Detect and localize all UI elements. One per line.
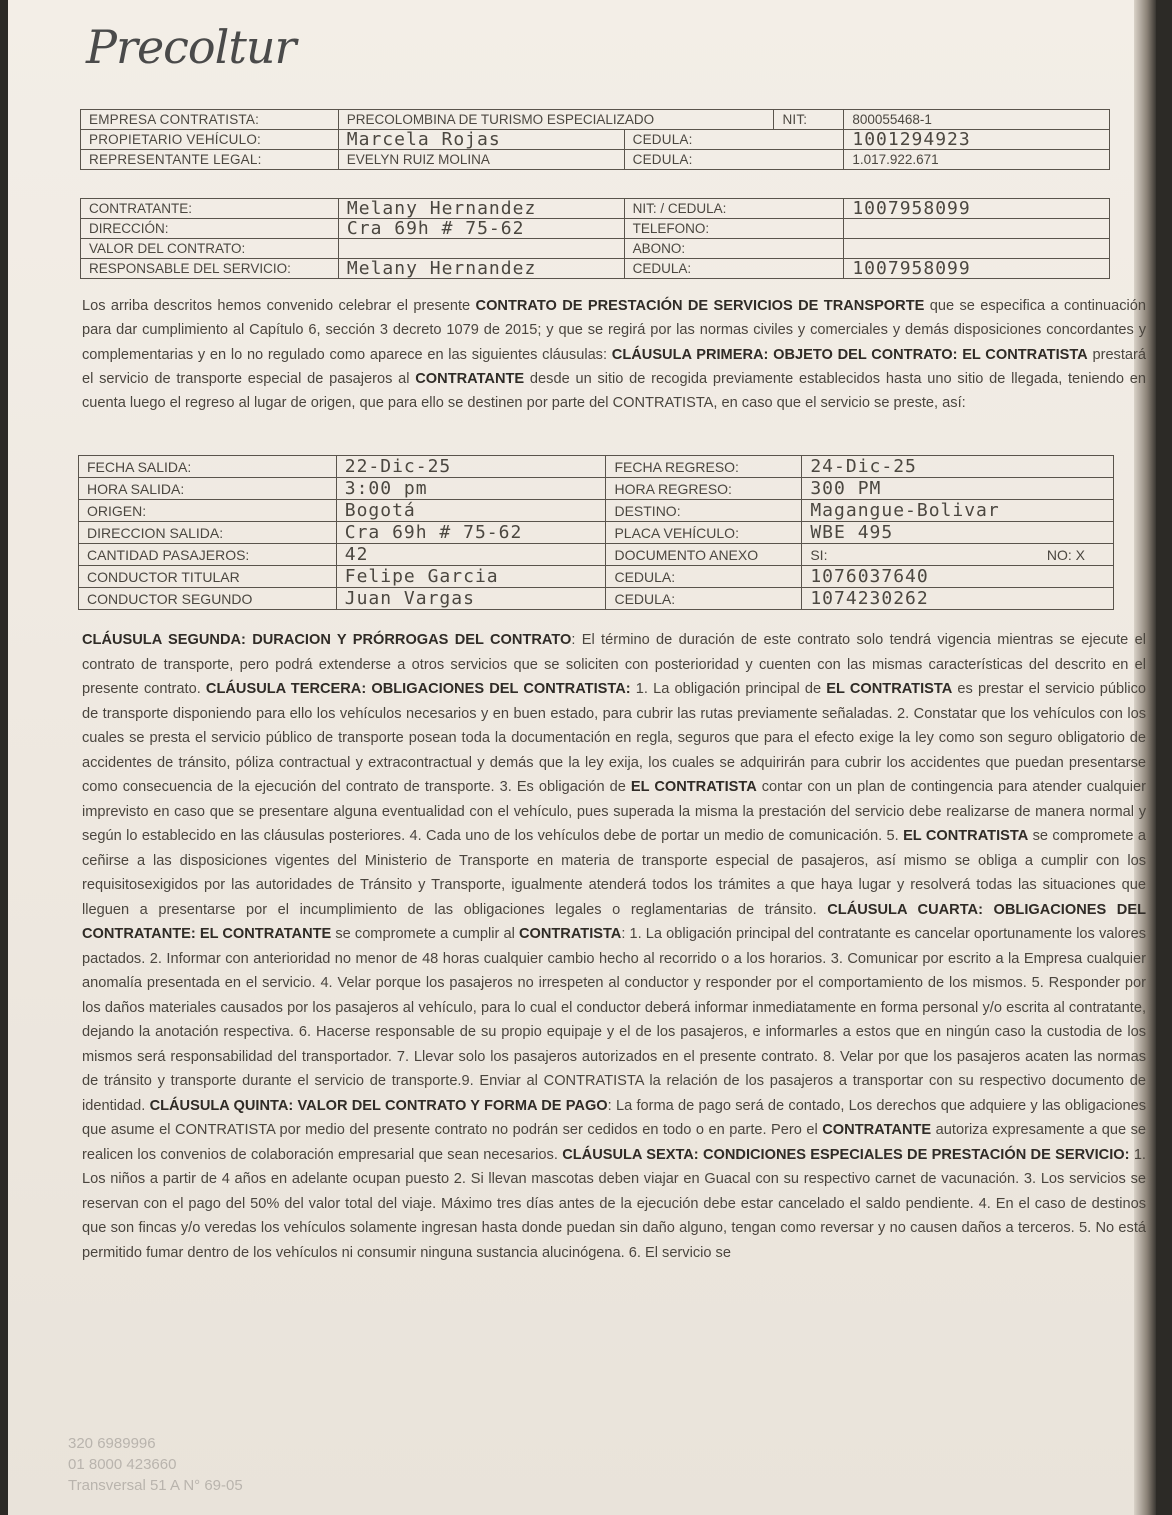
clause-text: : El término de duración de este contrato solo tendrá vigencia mientras se ejecute el contrato de transporte, pero podrá extenderse a otros servicios que se soliciten con posterioridad y cuenten con las mismas características del descrito en el presente contrato. [82, 632, 1146, 697]
intro-text: Los arriba descritos hemos convenido celebrar el presente [82, 298, 476, 314]
owner-id-value: 1001294923 [844, 130, 1110, 150]
departure-date-label: FECHA SALIDA: [79, 456, 337, 478]
driver2-label: CONDUCTOR SEGUNDO [79, 588, 337, 610]
return-time-value: 300 PM [802, 478, 1114, 500]
return-date-value: 24-Dic-25 [802, 456, 1114, 478]
clause-heading: CLÁUSULA SEXTA: CONDICIONES ESPECIALES DE PRESTACIÓN DE SERVICIO: [562, 1146, 1130, 1163]
contract-title: CONTRATO DE PRESTACIÓN DE SERVICIOS DE TRANSPORTE [475, 298, 925, 314]
footer-phone: 01 8000 423660 [68, 1456, 177, 1473]
contract-value-label: VALOR DEL CONTRATO: [81, 239, 339, 259]
table-row [81, 199, 1110, 219]
plate-label: PLACA VEHÍCULO: [606, 522, 802, 544]
table-row [81, 239, 1110, 259]
driver1-id-label: CEDULA: [606, 566, 802, 588]
responsible-label: RESPONSABLE DEL SERVICIO: [81, 259, 339, 279]
clause-text: se compromete a ceñirse a las disposiciones vigentes del Ministerio de Transporte en materia de transporte especial de pasajeros, así mismo se obliga a cumplir con los requisitosexigidos por las autoridades de Tránsito y Transporte, igualmente atenderá todos los trámites a que haya lugar y resolverá todas las situaciones que lleguen a presentarse por el incumplimiento de las obligaciones legales o reglamentarias de tránsito. [82, 828, 1146, 918]
clause-heading: EL CONTRATISTA [630, 779, 757, 795]
clause-text: 1. La obligación principal de [630, 681, 827, 697]
deposit-label: ABONO: [624, 239, 844, 259]
return-time-label: HORA REGRESO: [606, 478, 802, 500]
clause-text: contar con un plan de contingencia para atender cualquier imprevisto en caso que se presentare alguna eventualidad con el vehículo, pues superada la misma la prestación del servicio debe realizarse de manera normal y según lo establecido en las cláusulas posteriores. 4. Cada uno de los vehículos debe de portar un medio de comunicación. 5. [82, 779, 1147, 844]
phone-value [844, 219, 1110, 239]
client-id-value: 1007958099 [844, 199, 1110, 219]
contract-value [338, 239, 624, 259]
legal-rep-id-value: 1.017.922.671 [844, 150, 1110, 170]
driver2-value: Juan Vargas [336, 588, 606, 610]
clause-heading: CLÁUSULA CUARTA: OBLIGACIONES DEL CONTRATANTE: EL CONTRATANTE [82, 901, 1146, 942]
table-row [79, 544, 1114, 566]
destination-value: Magangue-Bolivar [802, 500, 1114, 522]
clause-text: 1. Los niños a partir de 4 años en adelante ocupan puesto 2. Si llevan mascotas deben viajar en Guacal con su respectivo carnet de vacunación. 3. Los servicios se reservan con el pago del 50% del valor total del viaje. Máximo tres días antes de la ejecución debe estar cancelado el saldo pendiente. 4. En el caso de destinos que son fincas y/o veredas los vehículos solamente ingresan hasta donde puedan sin daño alguno, tengan como reversar y no causen daños a terceros. 5. No está permitido fumar dentro de los vehículos ni consumir ninguna sustancia alucinógena. 6. El servicio se [82, 1146, 1146, 1261]
driver2-id-label: CEDULA: [606, 588, 802, 610]
legal-rep-value: EVELYN RUIZ MOLINA [338, 150, 624, 170]
footer-address: Transversal 51 A N° 69-05 [68, 1477, 243, 1494]
driver2-id-value: 1074230262 [802, 588, 1114, 610]
annex-no: NO: X [1046, 546, 1085, 563]
table-row [79, 478, 1114, 500]
plate-value: WBE 495 [802, 522, 1114, 544]
clause-heading: EL CONTRATISTA [903, 828, 1029, 844]
company-logo: Precoltur [86, 20, 296, 74]
annex-value [802, 544, 1114, 566]
clause-text: : La forma de pago será de contado, Los derechos que adquiere y las obligaciones que asume el CONTRATISTA por medio del presente contrato no podrán ser cedidos en todo o en parte. Pero el [82, 1097, 1146, 1138]
table-row [81, 219, 1110, 239]
intro-paragraph [82, 294, 1146, 415]
client-table [80, 198, 1110, 279]
driver1-value: Felipe Garcia [336, 566, 606, 588]
address-value: Cra 69h # 75-62 [338, 219, 624, 239]
trip-table [78, 455, 1114, 610]
destination-label: DESTINO: [606, 500, 802, 522]
table-row [81, 259, 1110, 279]
table-row [79, 588, 1114, 610]
intro-text: que se especifica a continuación para dar cumplimiento al Capítulo 6, sección 3 decreto 1079 de 2015; y que se regirá por las normas civiles y comerciales y demás disposiciones concordantes y complementarias y en lo no regulado como aparece en las siguientes cláusulas: [82, 298, 1146, 363]
clause-text: autoriza expresamente a que se realicen los convenios de colaboración empresarial que sean necesarios. [82, 1122, 1146, 1163]
clause-text: : 1. La obligación principal del contratante es cancelar oportunamente los valores pactados. 2. Informar con anterioridad no menor de 48 horas cualquier cambio hecho al recorrido o a los horarios. 3. Comunicar por escrito a la Empresa cualquier anomalía presentada en el servicio. 4. Velar porque los pasajeros no irrespeten al conductor y responder por el comportamiento de los mismos. 5. Responder por los daños materiales causados por los pasajeros al vehículo, para lo cual el conductor deberá informar inmediatamente en forma personal y/o escrita al contratante, dejando la anotación respectiva. 6. Hacerse responsable de su propio equipaje y el de los pasajeros, e informarles a estos que en ningún caso la custodia de los mismos será responsabilidad del transportador. 7. Llevar solo los pasajeros autorizados en el presente contrato. 8. Velar por que los pasajeros acaten las normas de tránsito y transporte durante el servicio de transporte.9. Enviar al CONTRATISTA la relación de los pasajeros a transportar con su respectivo documento de identidad. [82, 926, 1147, 1114]
clause-text: prestará el servicio de transporte especial de pasajeros al [82, 346, 1147, 387]
departure-date-value: 22-Dic-25 [336, 456, 606, 478]
departure-address-label: DIRECCION SALIDA: [79, 522, 337, 544]
client-value: Melany Hernandez [338, 199, 624, 219]
responsible-id-label: CEDULA: [624, 259, 844, 279]
clause-heading: EL CONTRATISTA [826, 681, 953, 697]
return-date-label: FECHA REGRESO: [606, 456, 802, 478]
clause-heading: CLÁUSULA TERCERA: OBLIGACIONES DEL CONTRATISTA: [205, 681, 631, 697]
company-label: EMPRESA CONTRATISTA: [81, 110, 339, 130]
clause-heading: CLÁUSULA PRIMERA: OBJETO DEL CONTRATO: EL CONTRATISTA [611, 346, 1088, 363]
passengers-label: CANTIDAD PASAJEROS: [79, 544, 337, 566]
clause-heading: CONTRATANTE [822, 1122, 932, 1138]
nit-value: 800055468-1 [844, 110, 1110, 130]
address-label: DIRECCIÓN: [81, 219, 339, 239]
table-row [81, 130, 1110, 150]
client-id-label: NIT: / CEDULA: [624, 199, 844, 219]
client-label: CONTRATANTE: [81, 199, 339, 219]
phone-label: TELEFONO: [624, 219, 844, 239]
passengers-value: 42 [336, 544, 606, 566]
owner-id-label: CEDULA: [624, 130, 844, 150]
clause-heading: CONTRATANTE [415, 370, 525, 387]
company-name: PRECOLOMBINA DE TURISMO ESPECIALIZADO [338, 110, 774, 130]
origin-label: ORIGEN: [79, 500, 337, 522]
clause-heading: CLÁUSULA SEGUNDA: DURACION Y PRÓRROGAS DEL CONTRATO [82, 632, 572, 648]
responsible-id-value: 1007958099 [844, 259, 1110, 279]
origin-value: Bogotá [336, 500, 606, 522]
footer [68, 1433, 243, 1496]
table-row [81, 110, 1110, 130]
owner-value: Marcela Rojas [338, 130, 624, 150]
clause-heading: CLÁUSULA QUINTA: VALOR DEL CONTRATO Y FORMA DE PAGO [149, 1097, 608, 1114]
departure-time-value: 3:00 pm [336, 478, 606, 500]
clause-text: se compromete a cumplir al [331, 926, 519, 942]
legal-rep-id-label: CEDULA: [624, 150, 844, 170]
clause-heading: CONTRATISTA [518, 926, 622, 942]
table-row [79, 456, 1114, 478]
clause-text: desde un sitio de recogida previamente establecidos hasta uno sitio de llegada, teniendo en cuenta luego el regreso al lugar de origen, que para ello se destinen por parte del CONTRATISTA, en caso que el servicio se preste, así: [82, 370, 1146, 412]
nit-label: NIT: [774, 110, 844, 130]
legal-rep-label: REPRESENTANTE LEGAL: [81, 150, 339, 170]
table-row [81, 150, 1110, 170]
clauses-paragraph [82, 628, 1146, 1265]
company-table [80, 109, 1110, 170]
footer-phone: 320 6989996 [68, 1435, 156, 1452]
annex-si: SI: [810, 546, 828, 563]
owner-label: PROPIETARIO VEHÍCULO: [81, 130, 339, 150]
annex-label: DOCUMENTO ANEXO [606, 544, 802, 566]
departure-time-label: HORA SALIDA: [79, 478, 337, 500]
responsible-value: Melany Hernandez [338, 259, 624, 279]
table-row [79, 566, 1114, 588]
clause-text: es prestar el servicio público de transporte disponiendo para ello los vehículos necesarios y en buen estado, para cubrir las rutas previamente señaladas. 2. Constatar que los vehículos con los cuales se presta el servicio público de transporte posean toda la documentación en regla, seguros que para el efecto exige la ley como son seguro obligatorio de accidentes de tránsito, póliza contractual y extracontractual y demás que la ley exija, los cuales se adquirirán para cubrir los accidentes que puedan presentarse como consecuencia de la ejecución del contrato de transporte. 3. Es obligación de [82, 681, 1146, 795]
driver1-label: CONDUCTOR TITULAR [79, 566, 337, 588]
table-row [79, 500, 1114, 522]
driver1-id-value: 1076037640 [802, 566, 1114, 588]
deposit-value [844, 239, 1110, 259]
table-row [79, 522, 1114, 544]
departure-address-value: Cra 69h # 75-62 [336, 522, 606, 544]
contract-sheet [8, 0, 1156, 1515]
